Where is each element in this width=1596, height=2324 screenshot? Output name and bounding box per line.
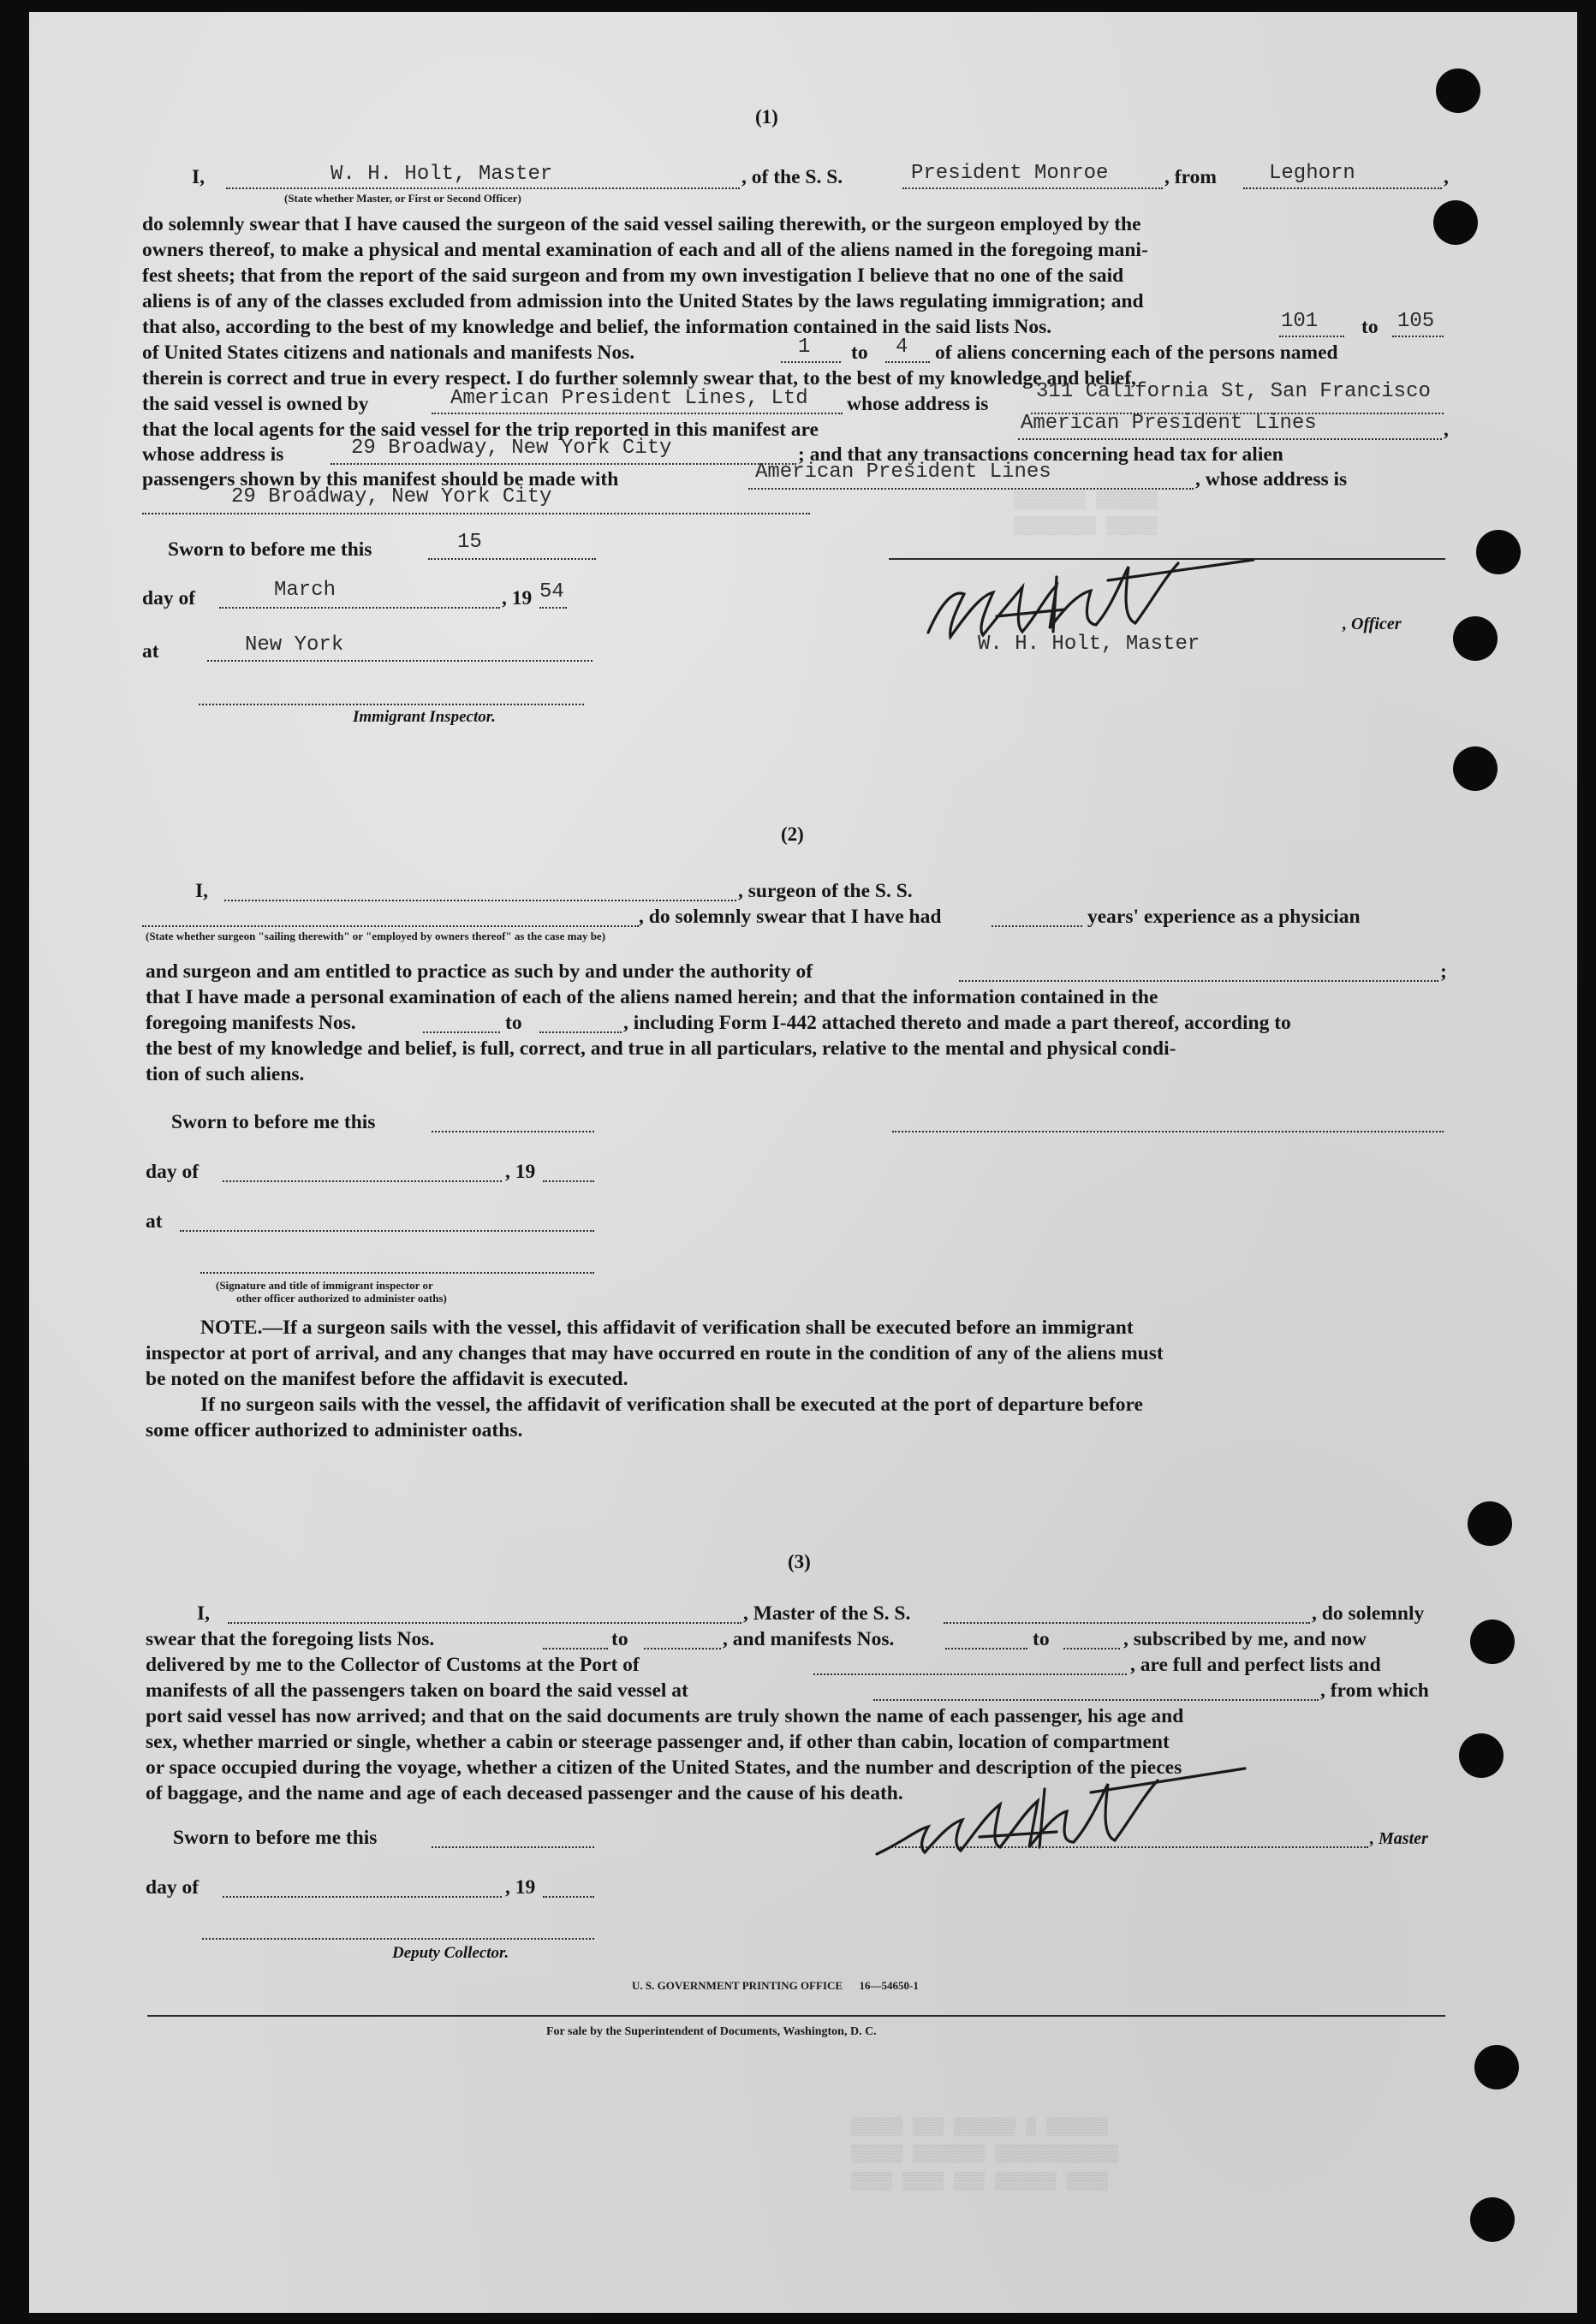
do-solemnly-label: , do solemnly [1312,1602,1425,1625]
manifests-from-line [945,1648,1027,1649]
punch-hole [1476,530,1521,574]
head-tax-text: ; and that any transactions concerning head tax for alien [798,443,1283,466]
declaration-line: or space occupied during the voyage, whether a citizen of the United States, and the number and description of the pieces [146,1756,1182,1779]
lists-from-line [1279,336,1344,337]
master-name-value: W. H. Holt, Master [331,163,553,186]
agents-address-value: 29 Broadway, New York City [351,437,672,460]
to-label: to [1033,1628,1050,1650]
comma: , [1444,166,1449,188]
month-value: March [274,579,336,602]
delivered-text: delivered by me to the Collector of Customs at the Port of [146,1654,640,1676]
passengers-text: passengers shown by this manifest should be made with [142,468,619,490]
surgeon-vessel-line [142,925,639,927]
from-port-line [1243,187,1442,189]
head-tax-agent-value: American President Lines [755,461,1051,484]
whose-address-label: , whose address is [1195,468,1348,490]
day-of-label: day of [146,1876,200,1899]
punch-hole [1468,1501,1512,1546]
agents-address-line [331,463,796,465]
owner-line [432,413,843,414]
lists-to-line [1392,336,1444,337]
surgeon-name-line [224,900,736,901]
master-of-label: , Master of the S. S. [743,1602,911,1625]
declaration-line: sex, whether married or single, whether a cabin or steerage passenger and, if other than cabin, location of compartment [146,1731,1170,1753]
sworn-day-line [428,558,596,560]
punch-hole [1436,68,1480,113]
lists-from-value: 101 [1281,310,1319,333]
at-label: at [146,1210,163,1233]
years-text: years' experience as a physician [1087,906,1361,928]
day-of-label: day of [142,587,196,609]
month-line [219,607,500,609]
head-tax-address-line [142,513,810,514]
footer-rule [147,2015,1445,2017]
sworn-label: Sworn to before me this [171,1111,376,1133]
aliens-text: tion of such aliens. [146,1063,305,1085]
month-line [223,1180,502,1182]
note-line: NOTE.—If a surgeon sails with the vessel, this affidavit of verification shall be executed before an immigrant [200,1317,1134,1339]
i-label: I, [197,1602,211,1625]
section-1-number: (1) [755,106,778,128]
show-through: ▒▒▒▒ ▒▒▒▒ ▒▒▒ ▒▒▒▒▒▒ ▒▒▒▒ [851,2172,1109,2192]
to-label: to [851,342,868,364]
further-swear-text: therein is correct and true in every respect. I do further solemnly swear that, to the best of my knowledge and belief, [142,367,1136,389]
manifests-to-value: 4 [896,336,908,359]
show-through: ▒▒▒▒▒▒▒▒ ▒▒▒▒▒ [1014,517,1158,537]
punch-hole [1453,616,1498,661]
sworn-day-value: 15 [457,531,482,554]
master-signature [843,1758,1288,1878]
inspector-signature-line [199,704,584,705]
i-label: I, [195,880,209,902]
agents-address-label: whose address is [142,443,284,466]
manifests-from-line [423,1031,500,1033]
year-prefix: , 19 [505,1161,536,1183]
year-prefix: , 19 [505,1876,536,1899]
manifests-from-value: 1 [798,336,811,359]
show-through: ▒▒▒▒▒ ▒▒▒ ▒▒▒▒▒▒ ▒ ▒▒▒▒▒▒ [851,2118,1109,2137]
of-ss-label: , of the S. S. [741,166,843,188]
to-label: to [1361,316,1379,338]
sworn-day-line [432,1131,594,1132]
from-port-value: Leghorn [1269,162,1355,185]
whose-address-text: whose address is [847,393,989,415]
local-agents-text: that the local agents for the said vessel for the trip reported in this manifest are [142,419,819,441]
place-line [180,1230,594,1232]
surgeon-of-label: , surgeon of the S. S. [738,880,913,902]
manifests-to-line [885,361,930,363]
section-2-number: (2) [781,823,804,845]
belief-text: the best of my knowledge and belief, is full, correct, and true in all particulars, relative to the mental and physical condi- [146,1037,1176,1060]
foregoing-manifests-text: foregoing manifests Nos. [146,1012,356,1034]
place-line [207,660,593,662]
manifests-text: , and manifests Nos. [723,1628,895,1650]
owned-by-text: the said vessel is owned by [142,393,369,415]
authority-line [959,980,1438,982]
place-value: New York [245,633,344,657]
head-tax-agent-line [748,488,1194,490]
owner-address-value: 311 California St, San Francisco [1036,380,1431,403]
lists-line-text: that also, according to the best of my knowledge and belief, the information contained in the said lists Nos. [142,316,1052,338]
surgeon-hint: (State whether surgeon "sailing therewith" or "employed by owners thereof" as the case may be) [146,930,606,942]
note-line: inspector at port of arrival, and any changes that may have occurred en route in the condition of any of the aliens must [146,1342,1164,1364]
lists-text: swear that the foregoing lists Nos. [146,1628,435,1650]
at-label: at [142,640,159,663]
note-line: some officer authorized to administer oaths. [146,1419,523,1441]
form-text: , including Form I-442 attached thereto and made a part thereof, according to [623,1012,1291,1034]
sworn-day-line [432,1846,594,1848]
vessel-line [902,187,1163,189]
day-of-label: day of [146,1161,200,1183]
subscribed-text: , subscribed by me, and now [1123,1628,1367,1650]
lists-to-value: 105 [1397,310,1435,333]
vessel-line [944,1622,1310,1624]
examination-text: that I have made a personal examination of each of the aliens named herein; and that the information contained in the [146,986,1158,1008]
to-label: to [505,1012,522,1034]
inspector-label: Immigrant Inspector. [353,708,496,726]
officer-label: , Officer [1343,615,1402,633]
years-line [992,925,1082,927]
signature-hint: other officer authorized to administer oaths) [236,1292,447,1305]
vessel-value: President Monroe [911,162,1109,185]
lists-from-line [543,1648,608,1649]
embark-port-line [873,1699,1319,1701]
full-lists-text: , are full and perfect lists and [1130,1654,1381,1676]
note-line: If no surgeon sails with the vessel, the affidavit of verification shall be executed at the port of departure before [200,1394,1143,1416]
head-tax-address-value: 29 Broadway, New York City [231,485,552,508]
i-label: I, [192,166,205,188]
signature-hint: (Signature and title of immigrant inspector or [216,1279,433,1292]
master-hint: (State whether Master, or First or Second Officer) [284,192,521,205]
collector-signature-line [202,1938,594,1940]
year-line [543,1180,594,1182]
sworn-label: Sworn to before me this [168,538,372,561]
to-label: to [611,1628,628,1650]
sworn-label: Sworn to before me this [173,1827,378,1849]
declaration-line: of baggage, and the name and age of each deceased passenger and the cause of his death. [146,1782,903,1804]
aliens-text: of aliens concerning each of the persons named [935,342,1338,364]
collector-label: Deputy Collector. [392,1944,509,1962]
gpo-imprint: U. S. GOVERNMENT PRINTING OFFICE 16—54650-1 [632,1979,919,1992]
oath-paragraph: do solemnly swear that I have caused the surgeon of the said vessel sailing therewith, or the surgeon employed by the owners thereof, to make a physical and mental examination of each and all of the aliens named in the foregoing mani- fest sheets; that from the report of the said surgeon and from my own investigation I believe that no one of the said aliens is of any of the classes excluded from admission into the United States by the laws regulating immigration; and [142,213,1148,312]
document-page [29,12,1577,2313]
year-line [543,1896,594,1898]
authority-text: and surgeon and am entitled to practice as such by and under the authority of [146,960,813,983]
swear-text: , do solemnly swear that I have had [639,906,942,928]
punch-hole [1470,2197,1515,2242]
comma: , [1444,419,1449,441]
lists-to-line [644,1648,721,1649]
show-through: ▒▒▒▒▒ ▒▒▒▒▒▒▒ ▒▒▒▒▒▒▒▒▒▒▒▒ [851,2145,1119,2165]
manifests-to-line [1063,1648,1120,1649]
master-name-line [228,1622,741,1624]
semicolon: ; [1440,960,1447,983]
note-line: be noted on the manifest before the affidavit is executed. [146,1368,628,1390]
punch-hole [1459,1733,1504,1778]
manifests-passengers-text: manifests of all the passengers taken on board the said vessel at [146,1679,688,1702]
sale-imprint: For sale by the Superintendent of Documents, Washington, D. C. [546,2025,877,2038]
from-label: , from [1164,166,1217,188]
year-prefix: , 19 [502,587,533,609]
official-signature-line [200,1272,594,1274]
year-line [539,607,567,609]
declaration-line: port said vessel has now arrived; and that on the said documents are truly shown the name of each passenger, his age and [146,1705,1184,1727]
port-line [813,1673,1127,1675]
section-3-number: (3) [788,1551,811,1572]
month-line [223,1896,502,1898]
from-which-text: , from which [1320,1679,1429,1702]
year-value: 54 [539,580,564,603]
signer-typed-name: W. H. Holt, Master [978,633,1200,656]
show-through: ▒▒▒▒▒▒▒ ▒▒▒▒▒▒ [1014,491,1158,511]
manifests-from-line [781,361,841,363]
manifests-to-line [539,1031,622,1033]
surgeon-signature-line [892,1131,1444,1132]
punch-hole [1470,1620,1515,1664]
master-label: , Master [1370,1829,1428,1848]
master-name-line [226,187,740,189]
owner-value: American President Lines, Ltd [450,387,808,410]
agents-value: American President Lines [1021,412,1317,435]
agents-line [1018,438,1442,440]
punch-hole [1453,746,1498,791]
manifests-line-text: of United States citizens and nationals and manifests Nos. [142,342,635,364]
punch-hole [1474,2045,1519,2089]
